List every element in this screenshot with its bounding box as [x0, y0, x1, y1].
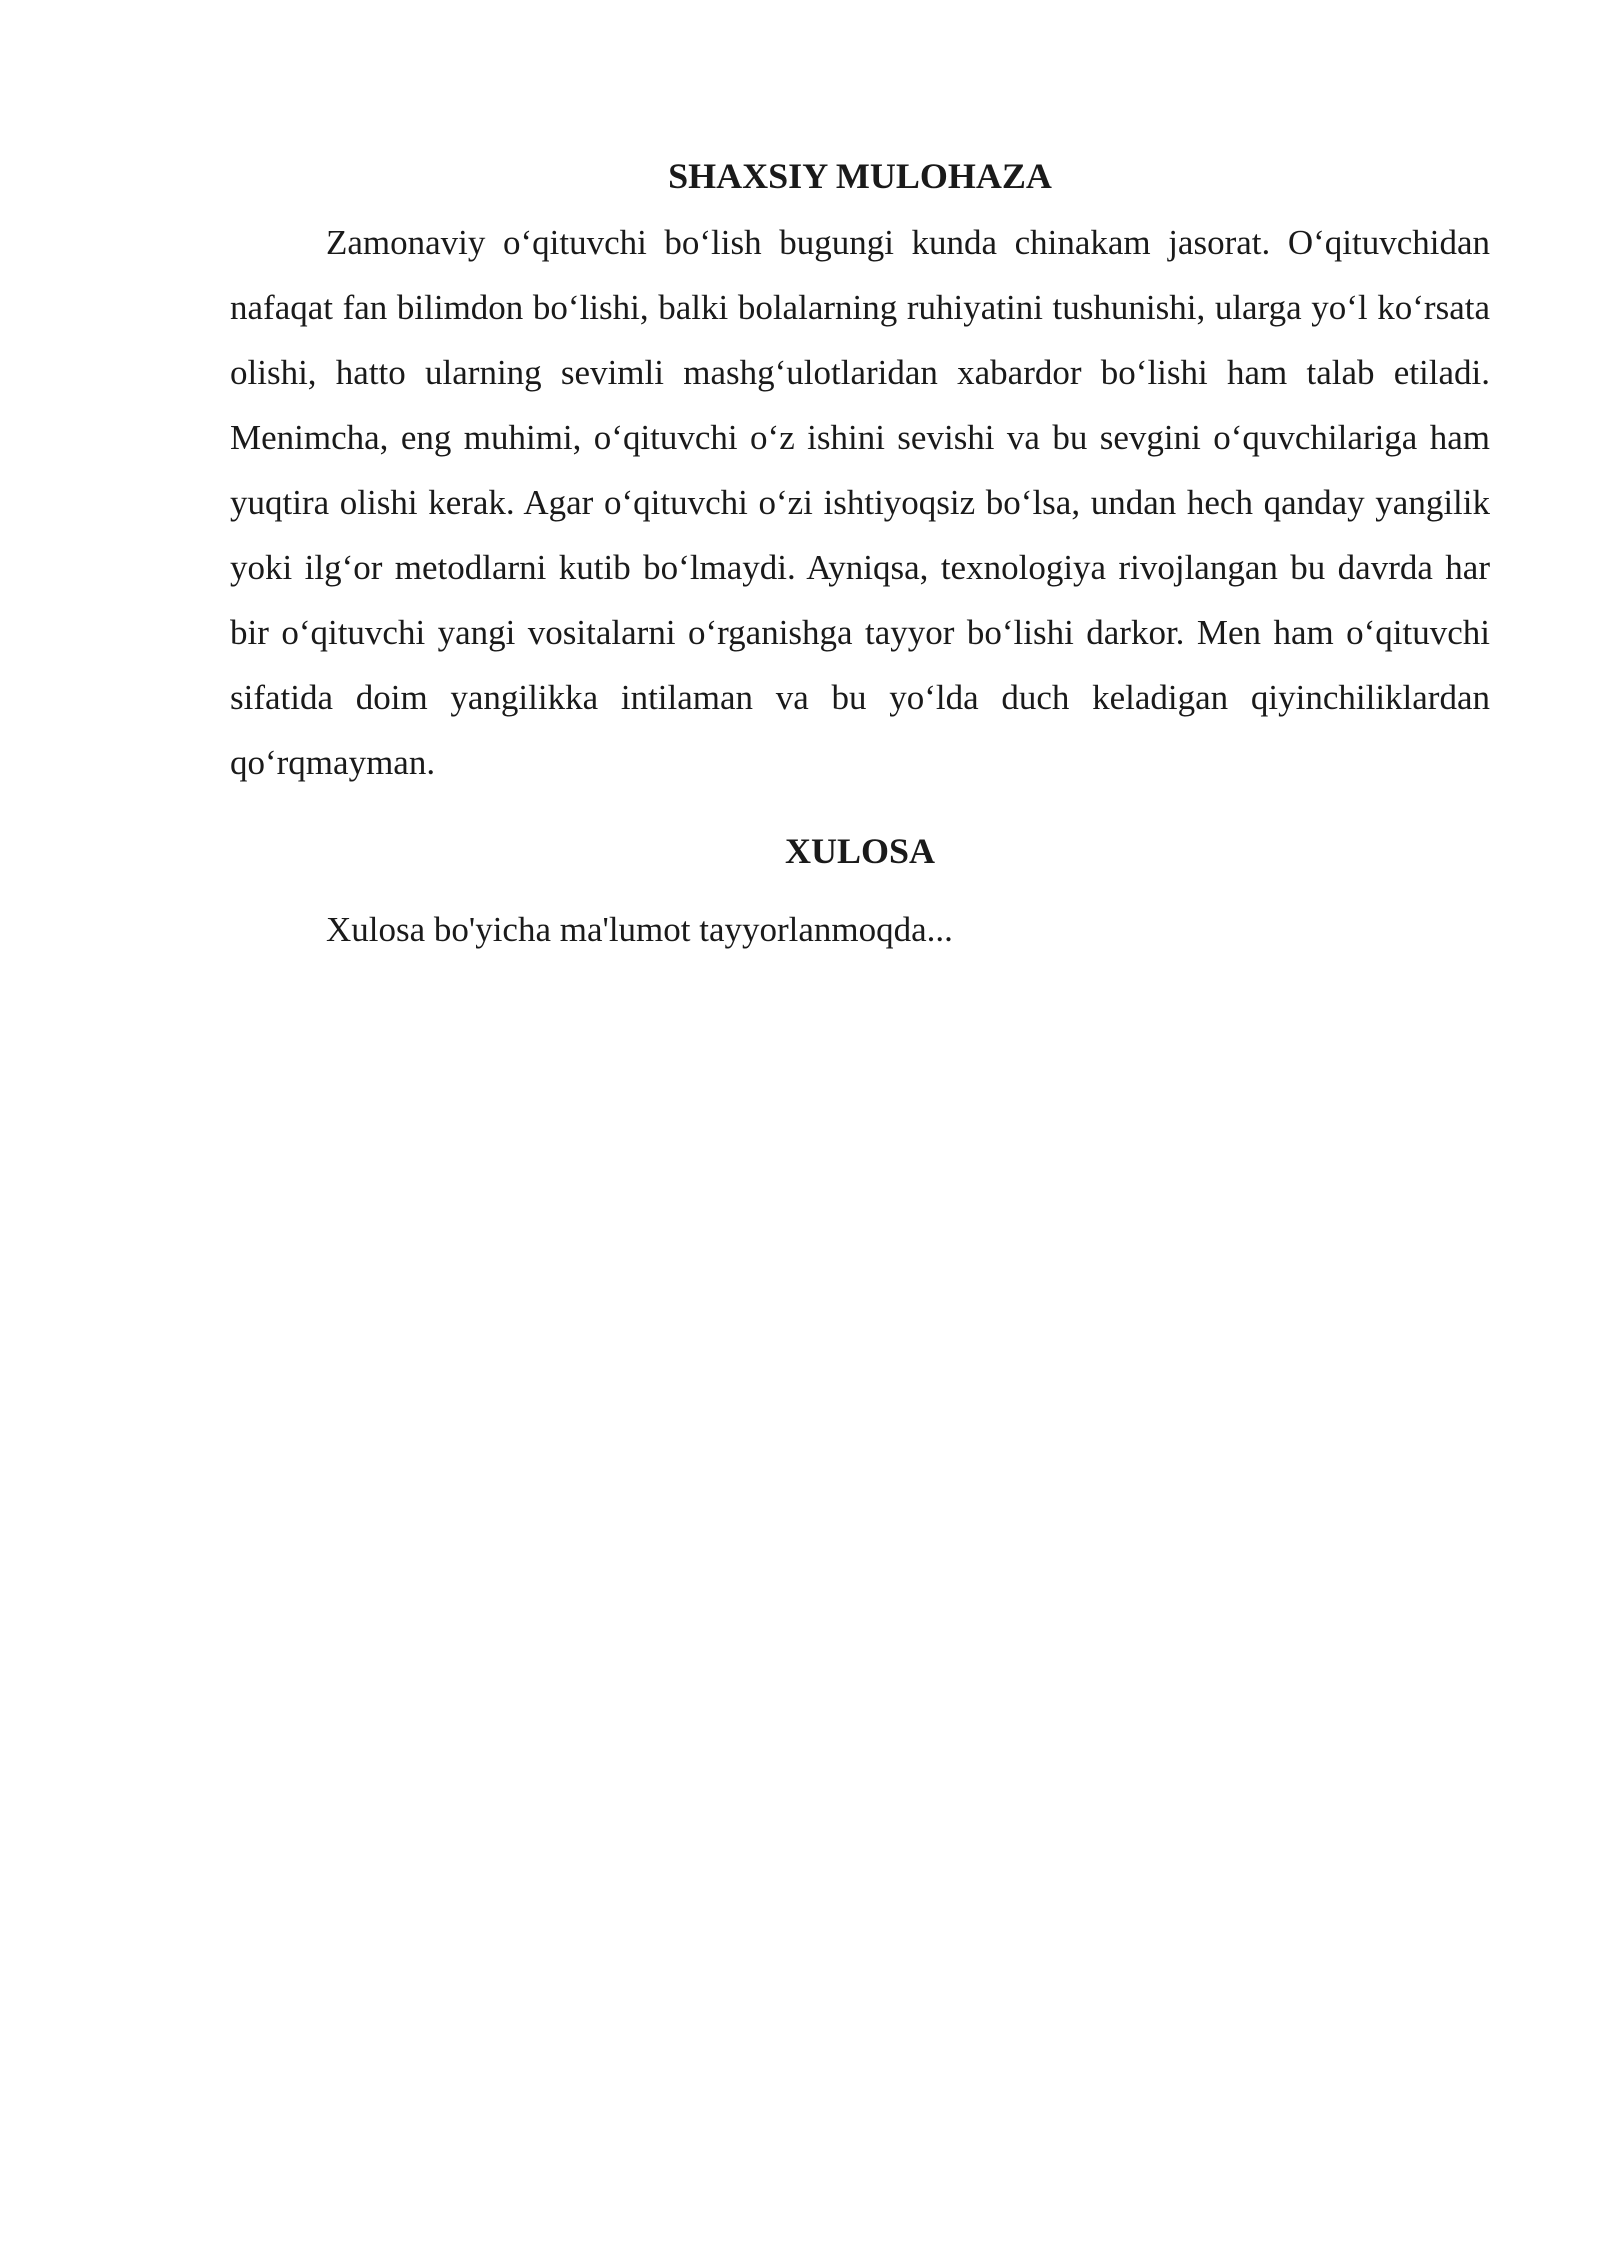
section-heading-xulosa: XULOSA	[784, 831, 936, 871]
section-heading-shaxsiy-mulohaza: SHAXSIY MULOHAZA	[668, 156, 1052, 196]
section-paragraph-shaxsiy-mulohaza: Zamonaviy o‘qituvchi bo‘lish bugungi kunda chinakam jasorat. O‘qituvchidan nafaqat fan bilimdon bo‘lishi, balki bolalarning ruhiyatini tushunishi, ularga yo‘l ko‘rsata olishi, hatto ularning sevimli mashg‘ulotlaridan xabardor bo‘lishi ham talab etiladi. Menimcha, eng muhimi, o‘qituvchi o‘z ishini sevishi va bu sevgini o‘quvchilariga ham yuqtira olishi kerak. Agar o‘qituvchi o‘zi ishtiyoqsiz bo‘lsa, undan hech qanday yangilik yoki ilg‘or metodlarni kutib bo‘lmaydi. Ayniqsa, texnologiya rivojlangan bu davrda har bir o‘qituvchi yangi vositalarni o‘rganishga tayyor bo‘lishi darkor. Men ham o‘qituvchi sifatida doim yangilikka intilaman va bu yo‘lda duch keladigan qiyinchiliklardan qo‘rqmayman.	[230, 223, 1490, 782]
section-paragraph-xulosa: Xulosa bo'yicha ma'lumot tayyorlanmoqda...	[326, 910, 953, 949]
document-content	[230, 150, 1490, 962]
